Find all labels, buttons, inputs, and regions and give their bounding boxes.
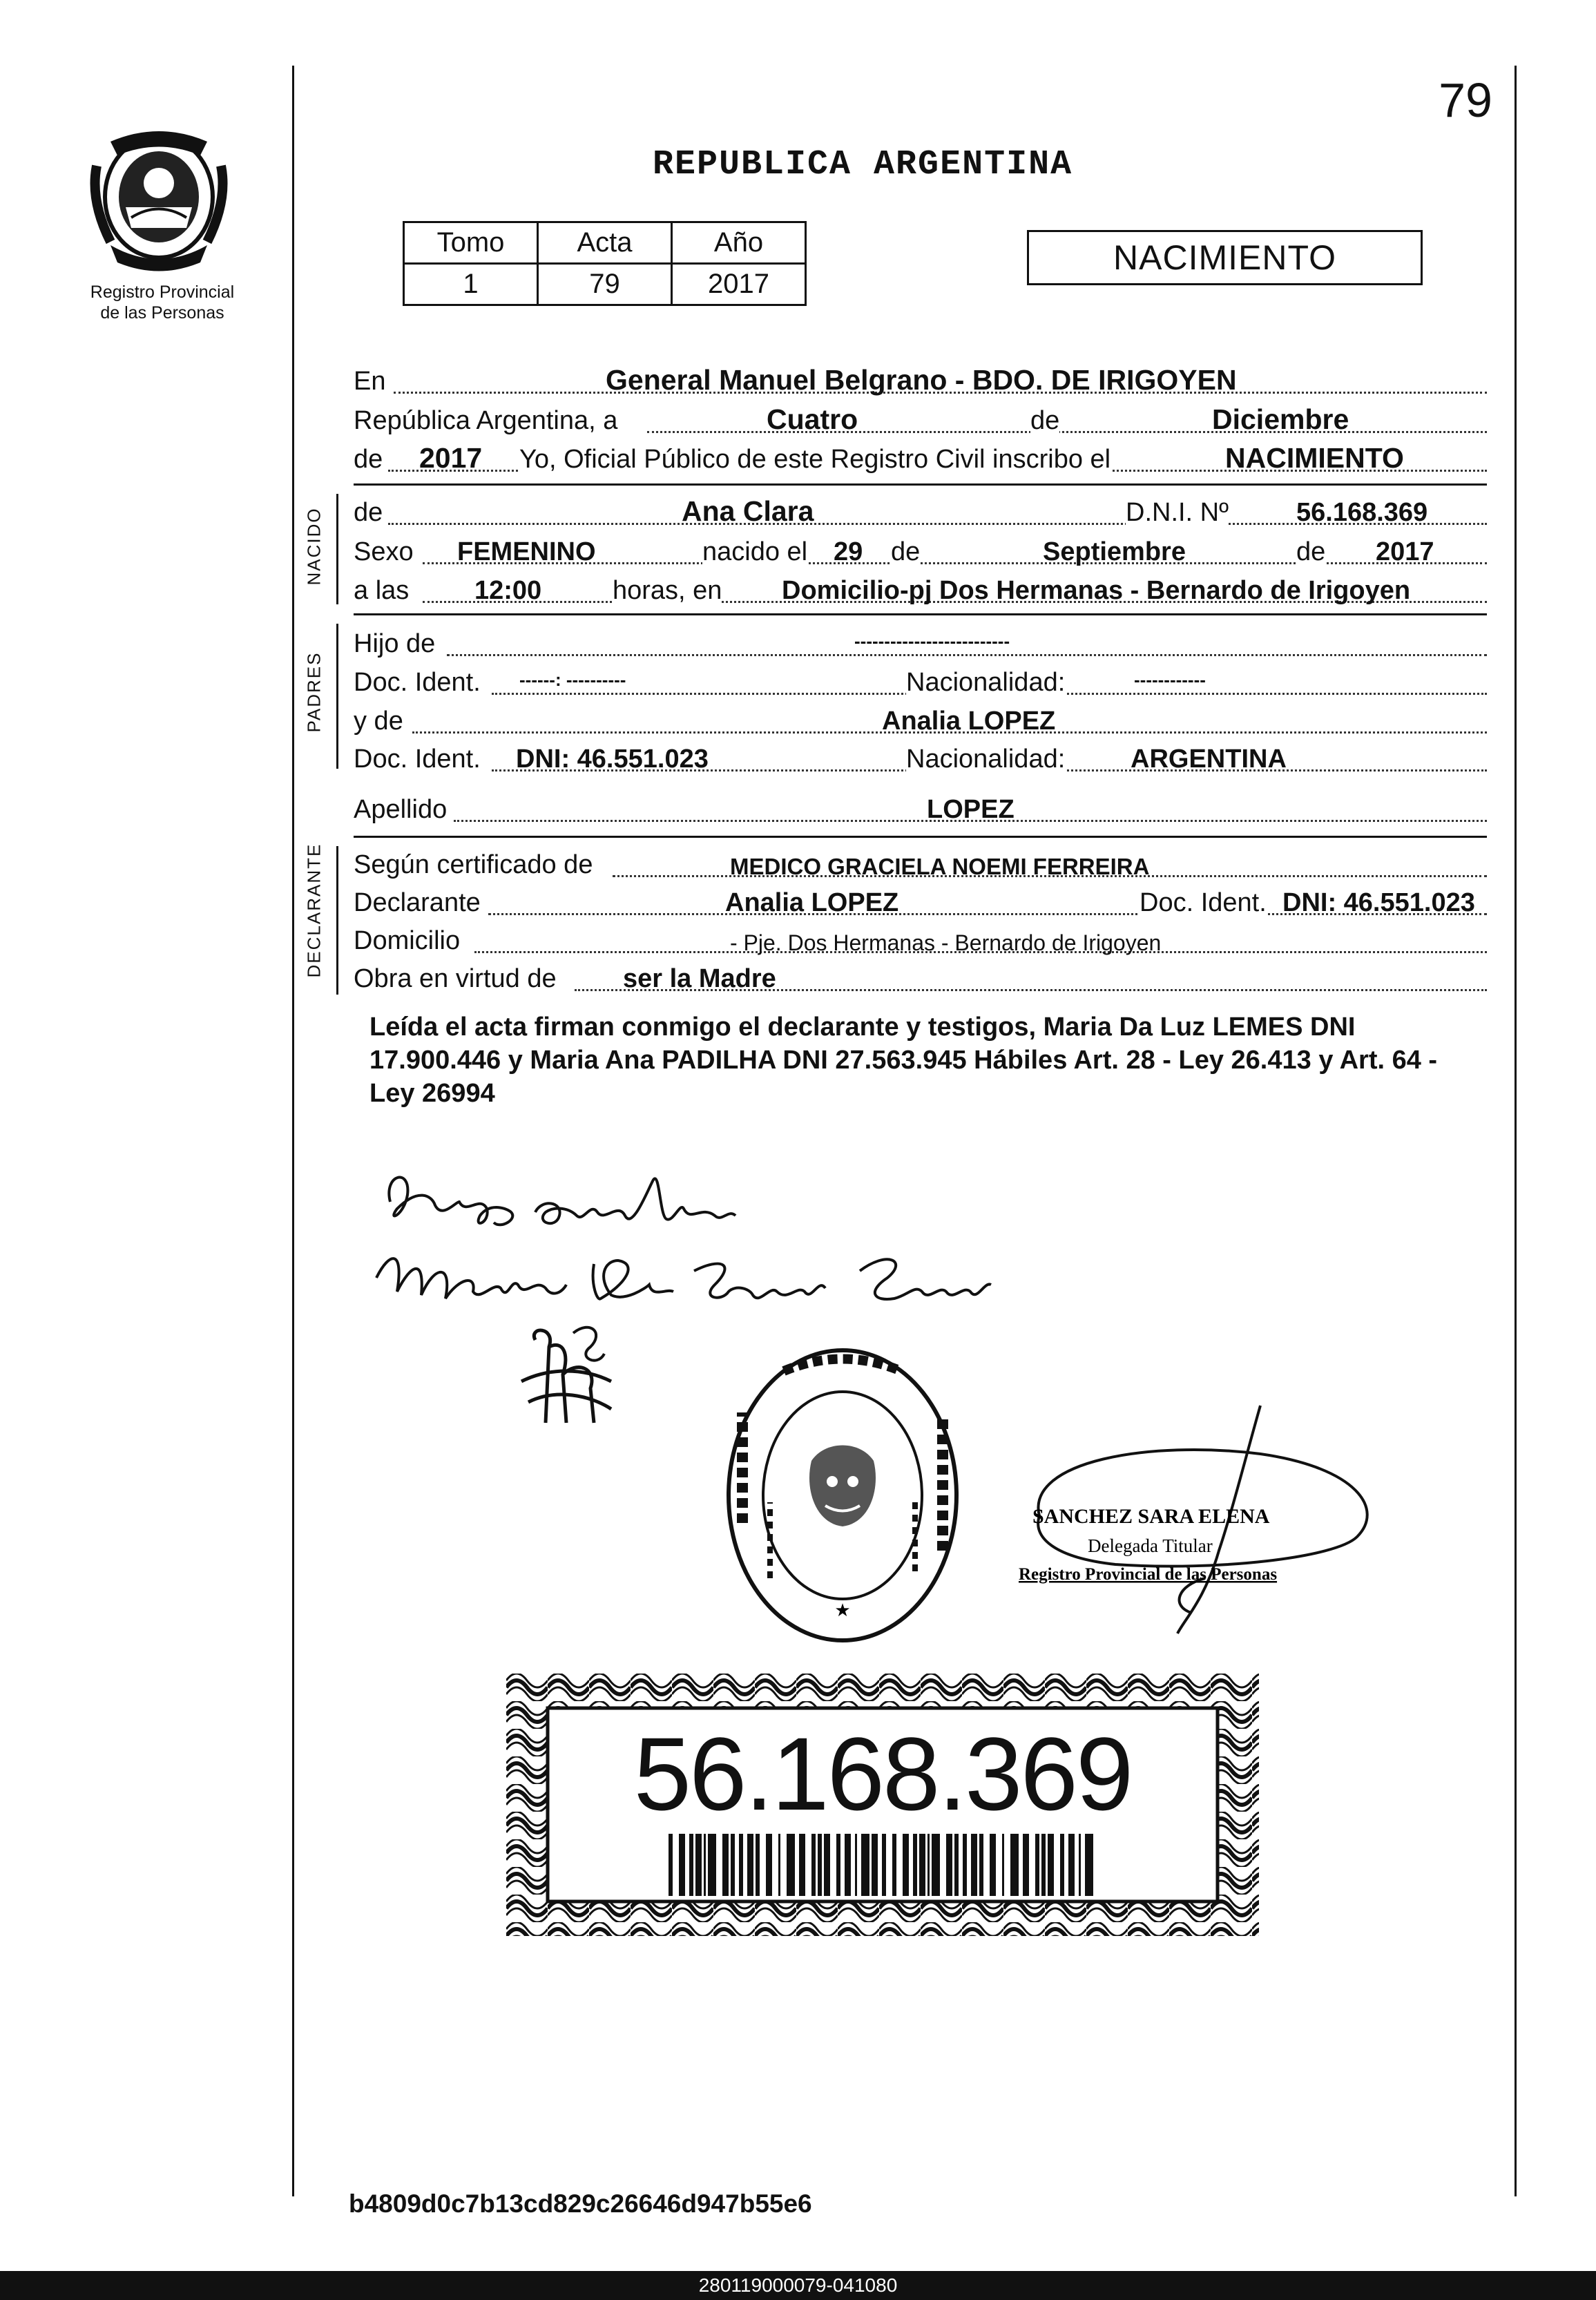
nacido-row-birth	[354, 537, 1487, 570]
barcode-bar	[731, 1834, 735, 1896]
barcode-bar	[778, 1834, 780, 1896]
child-dni-value: 56.168.369	[1296, 498, 1428, 527]
barcode-bar	[1085, 1834, 1093, 1896]
svg-text:★: ★	[834, 1600, 851, 1620]
de-label: de	[354, 498, 383, 527]
signature-lopez-analia	[369, 1153, 742, 1243]
barcode-bar	[818, 1834, 822, 1896]
barcode-bar	[882, 1834, 886, 1896]
nacionalidad-label-2: Nacionalidad:	[906, 745, 1066, 774]
ano-header: Año	[672, 222, 806, 264]
nacido-row-name	[354, 497, 1487, 530]
barcode-bar	[963, 1834, 967, 1896]
mother-nationality-value: ARGENTINA	[1131, 745, 1287, 774]
barcode-bar	[872, 1834, 878, 1896]
registration-place-value: General Manuel Belgrano - BDO. DE IRIGOYEN	[606, 364, 1237, 396]
barcode-bar	[1035, 1834, 1039, 1896]
section-divider	[354, 613, 1487, 615]
official-stamp-name: SANCHEZ SARA ELENA	[1032, 1505, 1270, 1528]
barcode-label	[506, 1674, 1259, 1936]
reference-table-value-row	[404, 264, 806, 305]
mother-name-value: Analia LOPEZ	[882, 707, 1056, 736]
declarante-row-address	[354, 926, 1487, 959]
barcode-bar	[932, 1834, 940, 1896]
barcode-bar	[903, 1834, 909, 1896]
barcode-bar	[756, 1834, 760, 1896]
father-name-value: --------------------------	[854, 631, 1010, 651]
ano-value: 2017	[672, 264, 806, 305]
declarante-row-name	[354, 888, 1487, 921]
barcode-bar	[892, 1834, 896, 1896]
barcode-bar	[766, 1834, 772, 1896]
official-signature-stamp	[1012, 1399, 1398, 1640]
barcode-bar	[708, 1834, 716, 1896]
page-number: 79	[1439, 73, 1492, 127]
de-label-2: de	[354, 445, 383, 474]
y-de-label: y de	[354, 707, 403, 736]
reference-table	[403, 221, 807, 306]
left-margin-rule	[292, 66, 294, 2196]
declarante-section-label: DECLARANTE	[303, 843, 325, 978]
barcode-bar	[704, 1834, 706, 1896]
barcode-bar	[722, 1834, 729, 1896]
barcode-bar	[946, 1834, 952, 1896]
declarante-row-obra	[354, 964, 1487, 997]
barcode-bar	[1048, 1834, 1054, 1896]
barcode-bar	[836, 1834, 840, 1896]
mother-doc-value: DNI: 46.551.023	[516, 745, 709, 774]
birth-place-value: Domicilio-pj Dos Hermanas - Bernardo de Irigoyen	[782, 576, 1411, 605]
right-margin-rule	[1515, 66, 1517, 2196]
declarante-label: Declarante	[354, 888, 481, 917]
birth-month-value: Septiembre	[1043, 537, 1186, 566]
document-type-box: NACIMIENTO	[1027, 230, 1423, 285]
de-label-2: de	[891, 537, 921, 566]
birth-day-value: 29	[834, 537, 863, 566]
barcode-bar	[695, 1834, 702, 1896]
apellido-row	[354, 794, 1487, 827]
signature-witness	[508, 1319, 625, 1437]
official-stamp-role: Delegada Titular	[1088, 1535, 1213, 1556]
barcode-bar	[919, 1834, 925, 1896]
birth-year-value: 2017	[1376, 537, 1434, 566]
sexo-label: Sexo	[354, 537, 414, 566]
barcode-bar	[747, 1834, 753, 1896]
declarante-name-value: Analia LOPEZ	[725, 888, 899, 917]
barcode-bar	[669, 1834, 673, 1896]
barcode-bar	[845, 1834, 851, 1896]
barcode-bar	[799, 1834, 805, 1896]
barcode-bars	[669, 1834, 1097, 1896]
section-divider	[354, 483, 1487, 486]
obra-label: Obra en virtud de	[354, 964, 557, 993]
nacido-section-label: NACIDO	[303, 507, 325, 586]
domicilio-value: - Pje. Dos Hermanas - Bernardo de Irigoyen	[730, 930, 1162, 955]
signature-maria-da-luz-lemes	[363, 1236, 998, 1333]
father-nationality-value: ------------	[1134, 669, 1206, 690]
registry-label	[62, 282, 262, 323]
barcode-bar	[1068, 1834, 1075, 1896]
declarante-doc-value: DNI: 46.551.023	[1282, 888, 1475, 917]
registration-month-value: Diciembre	[1212, 403, 1349, 435]
apellido-value: LOPEZ	[927, 795, 1015, 824]
a-las-label: a las	[354, 576, 410, 605]
acta-value: 79	[538, 264, 672, 305]
padres-section-label: PADRES	[303, 651, 325, 733]
sexo-value: FEMENINO	[457, 537, 596, 566]
de-label-3: de	[1296, 537, 1326, 566]
barcode-bar	[855, 1834, 857, 1896]
apellido-label: Apellido	[354, 795, 448, 824]
nacido-row-time-place	[354, 575, 1487, 608]
nacido-bracket	[336, 494, 338, 604]
document-hash: b4809d0c7b13cd829c26646d947b55e6	[349, 2189, 812, 2218]
barcode-bar	[1002, 1834, 1004, 1896]
padres-bracket	[336, 624, 338, 769]
barcode-bar	[679, 1834, 685, 1896]
doc-ident-label-2: Doc. Ident.	[354, 745, 481, 774]
act-type-value: NACIMIENTO	[1225, 442, 1404, 474]
barcode-bar	[861, 1834, 869, 1896]
padres-row-father-doc	[354, 667, 1487, 700]
father-doc-value: ------: ----------	[519, 669, 626, 690]
barcode-bar	[927, 1834, 930, 1896]
republica-label: República Argentina, a	[354, 406, 618, 435]
barcode-bar	[990, 1834, 996, 1896]
barcode-bar	[954, 1834, 959, 1896]
padres-row-mother	[354, 706, 1487, 739]
padres-row-father	[354, 629, 1487, 662]
horas-label: horas, en	[613, 576, 722, 605]
record-row-date	[354, 405, 1487, 439]
registration-year-value: 2017	[419, 442, 483, 474]
padres-row-mother-doc	[354, 744, 1487, 777]
barcode-bar	[979, 1834, 983, 1896]
footer-code: 280119000079-041080	[698, 2274, 898, 2296]
nacido-el-label: nacido el	[702, 537, 808, 566]
oficial-text: Yo, Oficial Público de este Registro Civil inscribo el	[519, 445, 1111, 474]
registry-label-line1: Registro Provincial	[90, 282, 235, 302]
barcode-bar	[1079, 1834, 1081, 1896]
barcode-bar	[1041, 1834, 1046, 1896]
acta-header: Acta	[538, 222, 672, 264]
declarante-bracket	[336, 846, 338, 995]
barcode-bar	[824, 1834, 830, 1896]
country-title: REPUBLICA ARGENTINA	[653, 145, 1073, 184]
barcode-bar	[739, 1834, 743, 1896]
province-emblem-icon	[83, 124, 235, 276]
barcode-bar	[811, 1834, 816, 1896]
birth-time-value: 12:00	[474, 576, 542, 605]
barcode-bar	[1010, 1834, 1019, 1896]
tomo-header: Tomo	[404, 222, 538, 264]
tomo-value: 1	[404, 264, 538, 305]
child-name-value: Ana Clara	[682, 495, 814, 527]
registry-seal-icon	[722, 1343, 963, 1647]
de-label: de	[1030, 406, 1060, 435]
nacionalidad-label: Nacionalidad:	[906, 668, 1066, 697]
section-divider	[354, 836, 1487, 838]
hijo-de-label: Hijo de	[354, 629, 436, 658]
barcode-bar	[1060, 1834, 1064, 1896]
obra-value: ser la Madre	[623, 964, 776, 993]
en-label: En	[354, 367, 386, 396]
barcode-bar	[913, 1834, 917, 1896]
dotted-line	[447, 654, 1487, 656]
domicilio-label: Domicilio	[354, 926, 461, 955]
certificate-value: MEDICO GRACIELA NOEMI FERREIRA	[730, 854, 1150, 879]
record-row-year	[354, 444, 1487, 477]
segun-certificado-label: Según certificado de	[354, 850, 593, 879]
doc-ident-label-3: Doc. Ident.	[1140, 888, 1267, 917]
barcode-bar	[787, 1834, 795, 1896]
barcode-bar	[971, 1834, 977, 1896]
reference-table-header-row	[404, 222, 806, 264]
barcode-bar	[1023, 1834, 1029, 1896]
record-row-place	[354, 366, 1487, 399]
barcode-bar	[689, 1834, 693, 1896]
barcode-number: 56.168.369	[633, 1716, 1132, 1832]
registration-day-value: Cuatro	[767, 403, 858, 435]
official-stamp-org: Registro Provincial de las Personas	[1019, 1565, 1278, 1584]
registry-label-line2: de las Personas	[100, 303, 224, 323]
declarante-row-cert	[354, 850, 1487, 883]
dni-label: D.N.I. Nº	[1126, 498, 1229, 527]
closing-statement: Leída el acta firman conmigo el declarante y testigos, Maria Da Luz LEMES DNI 17.900.446 y Maria Ana PADILHA DNI 27.563.945 Hábiles Art. 28 - Ley 26.413 y Art. 64 - Ley 26994	[369, 1013, 1438, 1108]
doc-ident-label: Doc. Ident.	[354, 668, 481, 697]
